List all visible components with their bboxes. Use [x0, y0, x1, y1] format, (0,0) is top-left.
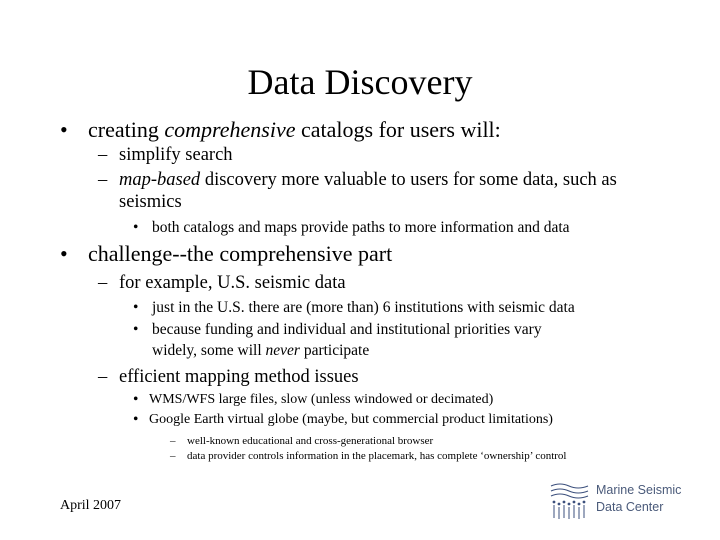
sub-bullet-example: for example, U.S. seismic data	[119, 273, 346, 293]
bullet-catalogs	[88, 117, 501, 143]
bullet-challenge: challenge--the comprehensive part	[88, 241, 393, 266]
seismic-logo-icon	[548, 478, 594, 522]
dash-glyph: –	[98, 145, 108, 165]
sub-sub-bullet-funding: because funding and individual and institutional priorities vary	[152, 321, 542, 338]
sub-bullet-text: discovery more valuable to users for some data, such as	[200, 170, 617, 190]
funding-cont-emphasis: never	[265, 342, 300, 359]
bullet-text-post: catalogs for users will:	[295, 117, 501, 142]
mscd-logo	[548, 478, 708, 522]
sub-bullet-map-based	[119, 169, 617, 191]
footer-date: April 2007	[60, 498, 122, 513]
dash-glyph: –	[170, 435, 176, 447]
bullet-glyph: •	[133, 321, 139, 338]
slide-title: Data Discovery	[247, 62, 473, 102]
sub-sub-bullet-google-earth: Google Earth virtual globe (maybe, but commercial product limitations)	[149, 412, 553, 427]
sub-bullet-emphasis: map-based	[119, 170, 201, 190]
funding-cont-pre: widely, some will	[152, 342, 266, 359]
sub-bullet-map-based-cont: seismics	[119, 192, 182, 212]
logo-line-1: Marine Seismic	[596, 483, 682, 497]
level4-bullet-browser: well-known educational and cross-generational browser	[187, 435, 434, 447]
dash-glyph: –	[98, 170, 108, 190]
bullet-glyph: •	[133, 391, 139, 408]
bullet-glyph: •	[133, 299, 139, 316]
funding-cont-post: participate	[299, 342, 370, 359]
dash-glyph: –	[170, 450, 176, 462]
sub-sub-bullet-institutions: just in the U.S. there are (more than) 6 institutions with seismic data	[152, 299, 575, 316]
sub-bullet-simplify-search: simplify search	[119, 145, 233, 165]
sub-bullet-mapping-issues: efficient mapping method issues	[119, 367, 359, 387]
bullet-glyph: •	[133, 411, 139, 428]
dash-glyph: –	[98, 273, 108, 293]
logo-line-2: Data Center	[596, 500, 664, 514]
bullet-glyph: •	[133, 219, 139, 236]
bullet-text-pre: creating	[88, 117, 165, 142]
level4-bullet-placemark: data provider controls information in the placemark, has complete ‘ownership’ control	[187, 450, 567, 462]
bullet-text-emphasis: comprehensive	[164, 117, 296, 142]
dash-glyph: –	[98, 367, 108, 387]
sub-sub-bullet-funding-cont	[152, 341, 369, 361]
bullet-glyph: •	[60, 117, 68, 142]
sub-sub-bullet-wms: WMS/WFS large files, slow (unless windowed or decimated)	[149, 392, 494, 407]
bullet-glyph: •	[60, 241, 68, 266]
sub-sub-bullet-paths: both catalogs and maps provide paths to more information and data	[152, 219, 570, 236]
